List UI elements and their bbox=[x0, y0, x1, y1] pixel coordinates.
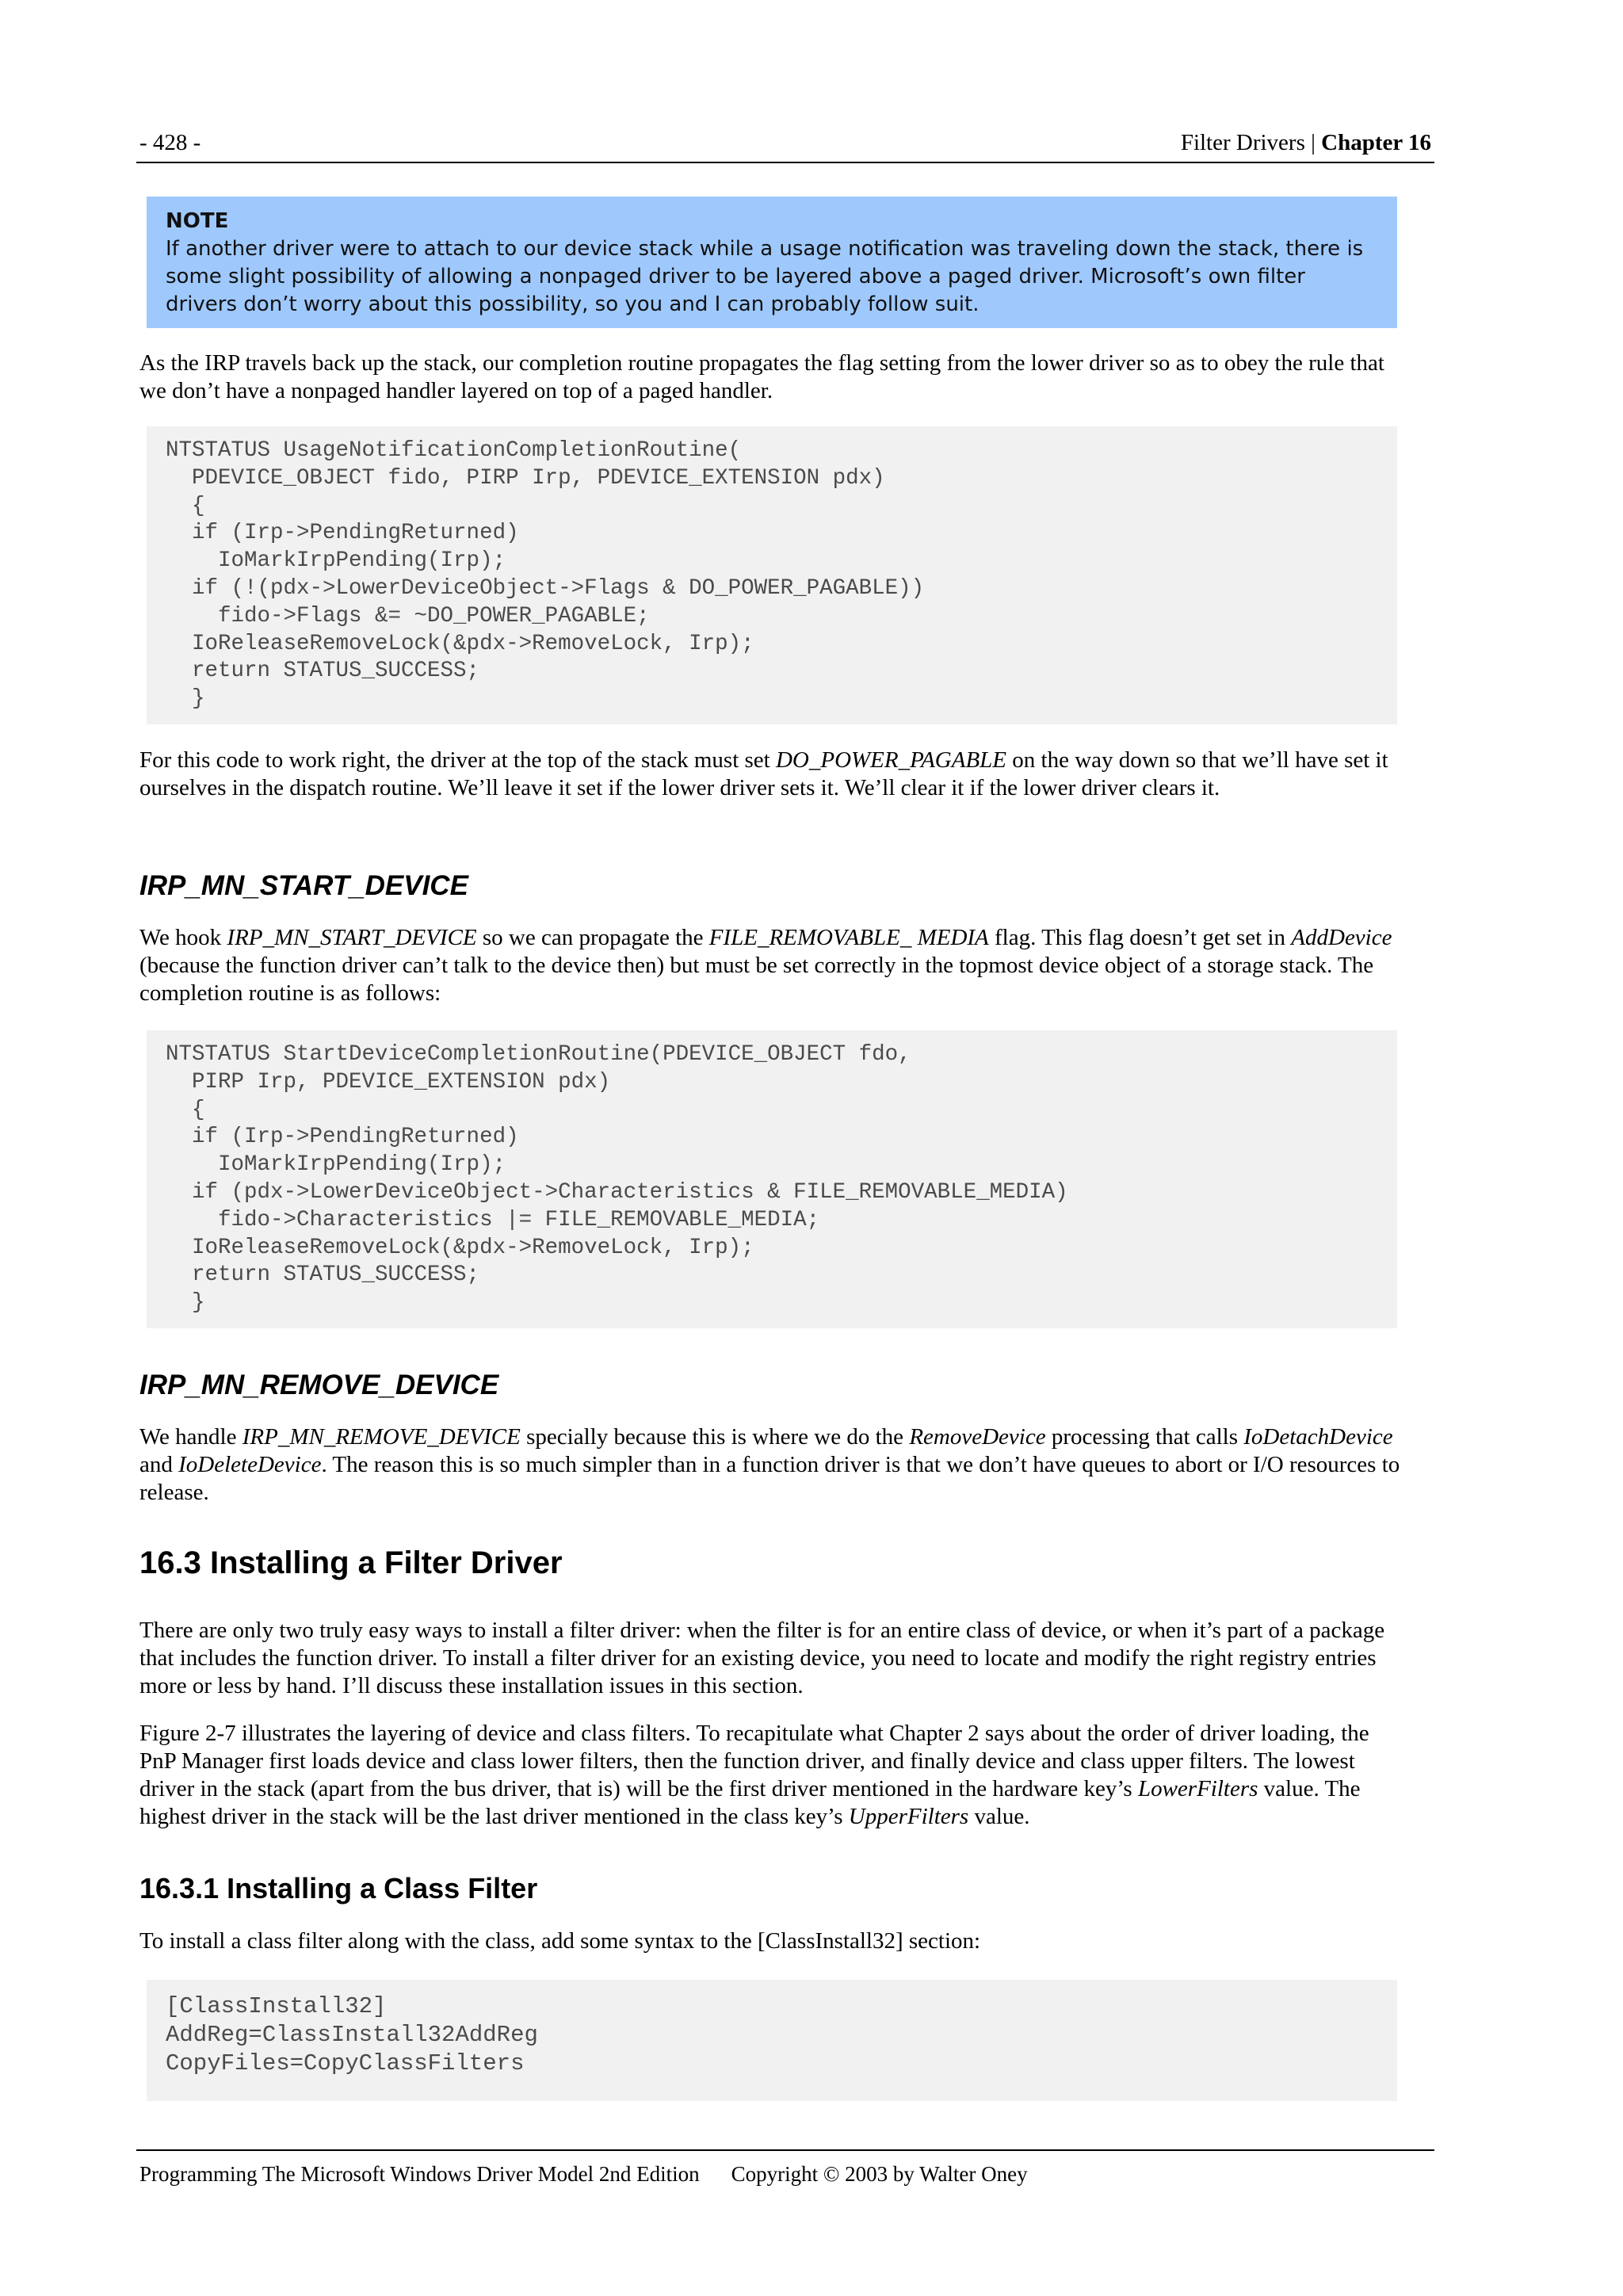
italic-run: UpperFilters bbox=[848, 1804, 969, 1829]
text-run: (because the function driver can’t talk to the device then) but must be set correctly in the topmost device object of a storage stack. The completion routine is as follows: bbox=[139, 953, 1374, 1006]
note-text: If another driver were to attach to our device stack while a usage notification was traveling down the stack, there is some slight possibility of allowing a nonpaged driver to be layered above a paged driver. Microsoft’s own filter drivers don’t worry about this possibility, so you and I can probably follow suit. bbox=[166, 237, 1364, 316]
italic-run: IRP_MN_START_DEVICE bbox=[227, 925, 477, 950]
book-title: Programming The Microsoft Windows Driver Model 2nd Edition bbox=[139, 2162, 700, 2186]
footer-rule bbox=[136, 2149, 1434, 2151]
text-run: flag. This flag doesn’t get set in bbox=[988, 925, 1292, 950]
text-run: We handle bbox=[139, 1424, 242, 1450]
paragraph-filter-layering bbox=[139, 1720, 1407, 1831]
text-run: processing that calls bbox=[1045, 1424, 1244, 1450]
text-run: on the way down so that we’ll have set it ourselves in the dispatch routine. We’ll leave it set if the lower driver sets it. We’ll clear it if the lower driver clears it. bbox=[139, 747, 1388, 800]
italic-run: LowerFilters bbox=[1137, 1776, 1258, 1801]
italic-run: DO_POWER_PAGABLE bbox=[775, 747, 1007, 773]
paragraph-completion-routine: As the IRP travels back up the stack, our completion routine propagates the flag setting from the lower driver so as to obey the rule that we don’t have a nonpaged handler layered on top of a paged handler. bbox=[139, 350, 1384, 403]
heading-installing-filter-driver: 16.3 Installing a Filter Driver bbox=[139, 1545, 563, 1580]
text-run: We hook bbox=[139, 925, 227, 950]
text-run: Figure 2-7 illustrates the layering of device and class filters. To recapitulate what Chapter 2 says about the order of driver loading, the PnP Manager first loads device and class lower filters, then the function driver, and finally device and class upper filters. The lowest driver in the stack (apart from the bus driver, that is) will be the first driver mentioned in the hardware key’s bbox=[139, 1721, 1369, 1801]
text-run: value. bbox=[968, 1804, 1030, 1829]
italic-run: IoDetachDevice bbox=[1243, 1424, 1393, 1450]
chapter-title bbox=[1181, 130, 1431, 156]
heading-start-device: IRP_MN_START_DEVICE bbox=[139, 870, 468, 901]
paragraph-power-pagable bbox=[139, 747, 1407, 802]
text-run: . The reason this is so much simpler than in a function driver is that we don’t have queues to abort or I/O resources to release. bbox=[139, 1452, 1400, 1505]
copyright: Copyright © 2003 by Walter Oney bbox=[731, 2162, 1028, 2186]
code-class-install: [ClassInstall32] AddReg=ClassInstall32AddReg CopyFiles=CopyClassFilters bbox=[147, 1980, 1397, 2101]
note-title: NOTE bbox=[166, 209, 229, 233]
header-rule bbox=[136, 162, 1434, 163]
paragraph-class-filter-syntax: To install a class filter along with the class, add some syntax to the [ClassInstall32] section: bbox=[139, 1928, 981, 1954]
italic-run: IoDeleteDevice bbox=[178, 1452, 322, 1477]
page-number: - 428 - bbox=[139, 130, 201, 155]
heading-remove-device: IRP_MN_REMOVE_DEVICE bbox=[139, 1370, 499, 1400]
text-run: and bbox=[139, 1452, 179, 1477]
heading-installing-class-filter: 16.3.1 Installing a Class Filter bbox=[139, 1872, 538, 1904]
text-run: value. The highest driver in the stack will be the last driver mentioned in the class key’s bbox=[139, 1776, 1361, 1829]
italic-run: FILE_REMOVABLE_ MEDIA bbox=[708, 925, 989, 950]
text-run: For this code to work right, the driver at the top of the stack must set bbox=[139, 747, 776, 773]
paragraph-remove-device bbox=[139, 1423, 1407, 1507]
code-start-device: NTSTATUS StartDeviceCompletionRoutine(PDEVICE_OBJECT fdo, PIRP Irp, PDEVICE_EXTENSION pdx) { if (Irp->PendingReturned) IoMarkIrpPending(Irp); if (pdx->LowerDeviceObject->Characteristics & FILE_REMOVABLE_MEDIA) fido->Characteristics |= FILE_REMOVABLE_MEDIA; IoReleaseRemoveLock(&pdx->RemoveLock, Irp); return STATUS_SUCCESS; } bbox=[147, 1030, 1397, 1328]
text-run: specially because this is where we do the bbox=[520, 1424, 910, 1450]
italic-run: IRP_MN_REMOVE_DEVICE bbox=[242, 1424, 521, 1450]
paragraph-start-device bbox=[139, 924, 1407, 1007]
italic-run: RemoveDevice bbox=[909, 1424, 1046, 1450]
text-run: so we can propagate the bbox=[476, 925, 709, 950]
chapter-label: Chapter 16 bbox=[1321, 130, 1431, 155]
code-usage-notification: NTSTATUS UsageNotificationCompletionRoutine( PDEVICE_OBJECT fido, PIRP Irp, PDEVICE_EXTENSION pdx) { if (Irp->PendingReturned) IoMarkIrpPending(Irp); if (!(pdx->LowerDeviceObject->Flags & DO_POWER_PAGABLE)) fido->Flags &= ~DO_POWER_PAGABLE; IoReleaseRemoveLock(&pdx->RemoveLock, Irp); return STATUS_SUCCESS; } bbox=[147, 426, 1397, 724]
italic-run: AddDevice bbox=[1291, 925, 1392, 950]
section-title: Filter Drivers | bbox=[1180, 130, 1316, 155]
paragraph-installation-ways: There are only two truly easy ways to install a filter driver: when the filter is for an entire class of device, or when it’s part of a package that includes the function driver. To install a filter driver for an existing device, you need to locate and modify the right registry entries more or less by hand. I’ll discuss these installation issues in this section. bbox=[139, 1618, 1385, 1698]
note-box bbox=[147, 197, 1397, 328]
running-header bbox=[139, 130, 1431, 162]
page-footer bbox=[139, 2162, 1028, 2187]
